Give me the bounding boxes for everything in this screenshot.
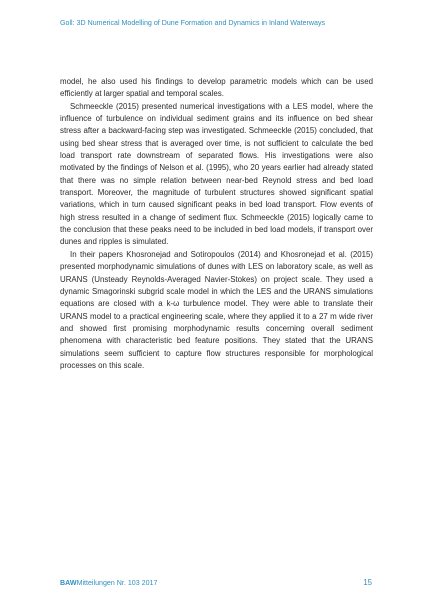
paragraph-khosronejad: In their papers Khosronejad and Sotiropoulos (2014) and Khosronejad et al. (2015) presented morphodynamic simulations of dunes with LES on laboratory scale, as well as URANS (Unsteady Reynolds-Averaged Navier-Stokes) on project scale. They used a dynamic Smagorinski subgrid scale model in which the LES and the URANS simulations equations are closed with a k-ω turbulence model. They were able to translate their URANS model to a practical engineering scale, where they applied it to a 27 m wide river and showed first promising morphodynamic results concerning overall sediment phenomena with characteristic bed feature positions. They stated that the URANS simulations seem sufficient to capture flow structures responsible for morphological processes on this scale.	[60, 249, 373, 370]
paragraph-continuation: model, he also used his findings to develop parametric models which can be used efficiently at larger spatial and temporal scales.	[60, 77, 373, 99]
footer-publication	[60, 579, 157, 587]
page-number: 15	[363, 578, 372, 587]
paragraph-schmeeckle: Schmeeckle (2015) presented numerical investigations with a LES model, where the influence of turbulence on individual sediment grains and its influence on bed shear stress after a backward-facing step was investigated. Schmeeckle (2015) concluded, that using bed shear stress that is averaged over time, is not sufficient to calculate the bed load transport rate downstream of separated flows. His investigations were also motivated by the findings of Nelson et al. (1995), who 20 years earlier had already stated that there was no simple relation between near-bed Reynold stress and bed load transport. Moreover, the magnitude of turbulent structures showed significant spatial variations, which in turn caused significant peaks in bed load transport. Flow events of high stress resulted in a change of sediment flux. Schmeeckle (2015) logically came to the conclusion that these peaks need to be included in bed load models, if transport over dunes and ripples is simulated.	[60, 101, 373, 247]
footer-brand: BAW	[60, 579, 77, 587]
running-header	[60, 19, 325, 27]
body-text	[60, 76, 373, 372]
footer-issue: Mitteilungen Nr. 103 2017	[76, 579, 158, 587]
running-title: Goll: 3D Numerical Modelling of Dune Formation and Dynamics in Inland Waterways	[60, 19, 326, 27]
